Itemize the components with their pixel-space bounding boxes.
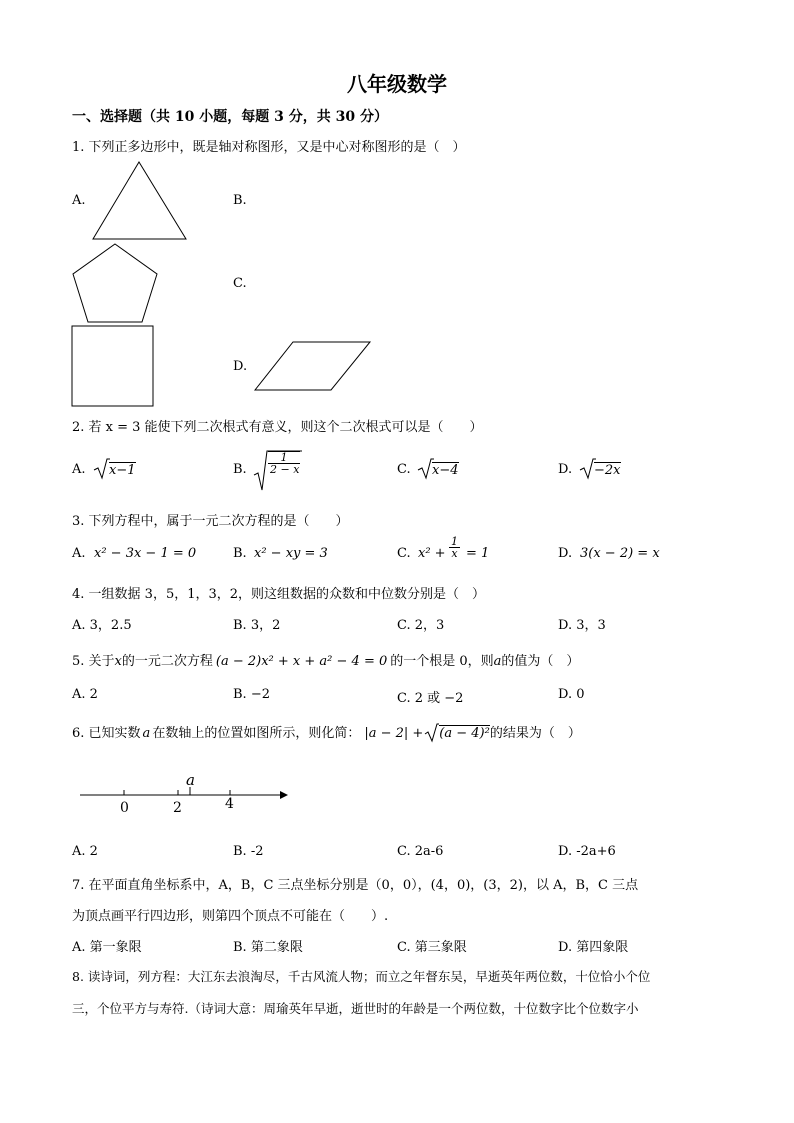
q5-stem-pre: 5. 关于 (72, 654, 115, 669)
q7-option-d: D. 第四象限 (558, 940, 629, 955)
q6-option-c: C. 2a-6 (397, 844, 444, 859)
q3-option-a-expr: x² − 3x − 1 = 0 (94, 546, 197, 561)
q3-option-a-label: A. (72, 546, 86, 561)
page-title: 八年级数学 (347, 72, 447, 96)
radical-sign-icon (94, 458, 110, 480)
q6-stem-pre: 6. 已知实数 (72, 726, 141, 741)
q3-option-c-fraction (449, 536, 460, 559)
q3-stem: 3. 下列方程中，属于一元二次方程的是（ ） (72, 514, 349, 529)
q3-option-b-label: B. (233, 546, 247, 561)
q6-stem (72, 722, 581, 741)
q7-stem-line1: 7. 在平面直角坐标系中，A，B，C 三点坐标分别是（0，0），(4，0)，(3，2)，以 A，B，C 三点 (72, 878, 639, 893)
q6-stem-a: a (142, 726, 151, 741)
q1-option-a-label: A. (72, 193, 86, 208)
q6-option-d: D. -2a+6 (558, 844, 616, 859)
q3-option-c-post: = 1 (466, 546, 490, 561)
square-figure (71, 325, 156, 407)
number-line-figure (80, 770, 290, 820)
q3-option-b-expr: x² − xy = 3 (254, 546, 328, 561)
tick-label-4: 4 (225, 796, 234, 812)
q2-option-a-expr: x−1 (109, 463, 136, 478)
section-heading: 一、选择题（共 10 小题，每题 3 分，共 30 分） (72, 109, 388, 125)
q5-stem-mid: 的一元二次方程 (121, 654, 213, 669)
q4-option-b: B. 3，2 (233, 618, 281, 633)
q2-option-d-expr: −2x (594, 463, 621, 478)
q4-option-d: D. 3，3 (558, 618, 606, 633)
q5-stem-end: 的值为（ ） (501, 654, 580, 669)
q8-stem-line2: 三，个位平方与寿符.（诗词大意：周瑜英年早逝，逝世时的年龄是一个两位数，十位数字比个位数字小 (72, 1001, 639, 1016)
fraction-denominator: 2 − x (270, 463, 300, 476)
q6-stem-end: 的结果为（ ） (489, 726, 581, 741)
point-a-label: a (186, 771, 195, 789)
tick-label-0: 0 (120, 800, 129, 816)
q7-stem-line2: 为顶点画平行四边形，则第四个顶点不可能在（ ）. (72, 909, 389, 924)
q5-option-a: A. 2 (72, 687, 98, 702)
q5-option-d: D. 0 (558, 687, 585, 702)
triangle-figure (90, 160, 190, 242)
arrow-right-icon (280, 791, 288, 799)
fraction (449, 536, 460, 559)
q1-option-c-label: C. (233, 276, 247, 291)
q4-stem: 4. 一组数据 3，5，1，3，2，则这组数据的众数和中位数分别是（ ） (72, 587, 486, 602)
q3-option-c-pre: x² + (418, 546, 446, 561)
q2-option-c-expr: x−4 (432, 463, 459, 478)
q6-option-b: B. -2 (233, 844, 264, 859)
q5-stem (72, 650, 579, 669)
q5-stem-post: 的一个根是 0，则 (390, 654, 494, 669)
q2-stem: 2. 若 x = 3 能使下列二次根式有意义，则这个二次根式可以是（ ） (72, 420, 483, 435)
q6-expr-abs: |a − 2| + (364, 726, 424, 741)
q7-option-c: C. 第三象限 (397, 940, 467, 955)
q7-option-a: A. 第一象限 (72, 940, 142, 955)
q3-option-d-expr: 3(x − 2) = x (580, 546, 660, 561)
tick-label-2: 2 (173, 800, 182, 816)
q6-expr-sqrt (425, 726, 490, 741)
q5-equation: (a − 2)x² + x + a² − 4 = 0 (215, 654, 388, 669)
q6-stem-mid: 在数轴上的位置如图所示，则化简： (152, 726, 361, 741)
pentagon-figure (70, 242, 160, 326)
q2-option-b-fraction (268, 451, 300, 475)
fraction-numerator: 1 (451, 535, 458, 548)
q6-expr-radicand: (a − 4)² (439, 726, 490, 741)
q1-option-b-label: B. (233, 193, 247, 208)
q5-option-b: B. −2 (233, 687, 270, 702)
q2-option-d-label: D. (558, 462, 573, 477)
q5-stem-x: x (114, 654, 122, 669)
q6-option-a: A. 2 (72, 844, 98, 859)
q1-stem: 1. 下列正多边形中，既是轴对称图形，又是中心对称图形的是（ ） (72, 140, 466, 155)
fraction-denominator: x (451, 547, 458, 560)
q3-option-d-label: D. (558, 546, 573, 561)
q4-option-c: C. 2，3 (397, 618, 445, 633)
q5-stem-a: a (493, 654, 502, 669)
q4-option-a: A. 3，2.5 (72, 618, 132, 633)
q2-option-c-label: C. (397, 462, 411, 477)
q2-option-b-label: B. (233, 462, 247, 477)
fraction (268, 452, 300, 475)
q1-option-d-label: D. (233, 359, 248, 374)
q3-option-c-label: C. (397, 546, 411, 561)
q5-option-c: C. 2 或 −2 (397, 691, 464, 706)
radical-sign-icon (425, 723, 439, 743)
q2-option-a-label: A. (72, 462, 86, 477)
parallelogram-figure (253, 340, 373, 394)
q8-stem-line1: 8. 读诗词，列方程：大江东去浪淘尽，千古风流人物；而立之年督东吴，早逝英年两位数，十位恰小个位 (72, 969, 651, 984)
fraction-numerator: 1 (268, 452, 300, 464)
q7-option-b: B. 第二象限 (233, 940, 303, 955)
